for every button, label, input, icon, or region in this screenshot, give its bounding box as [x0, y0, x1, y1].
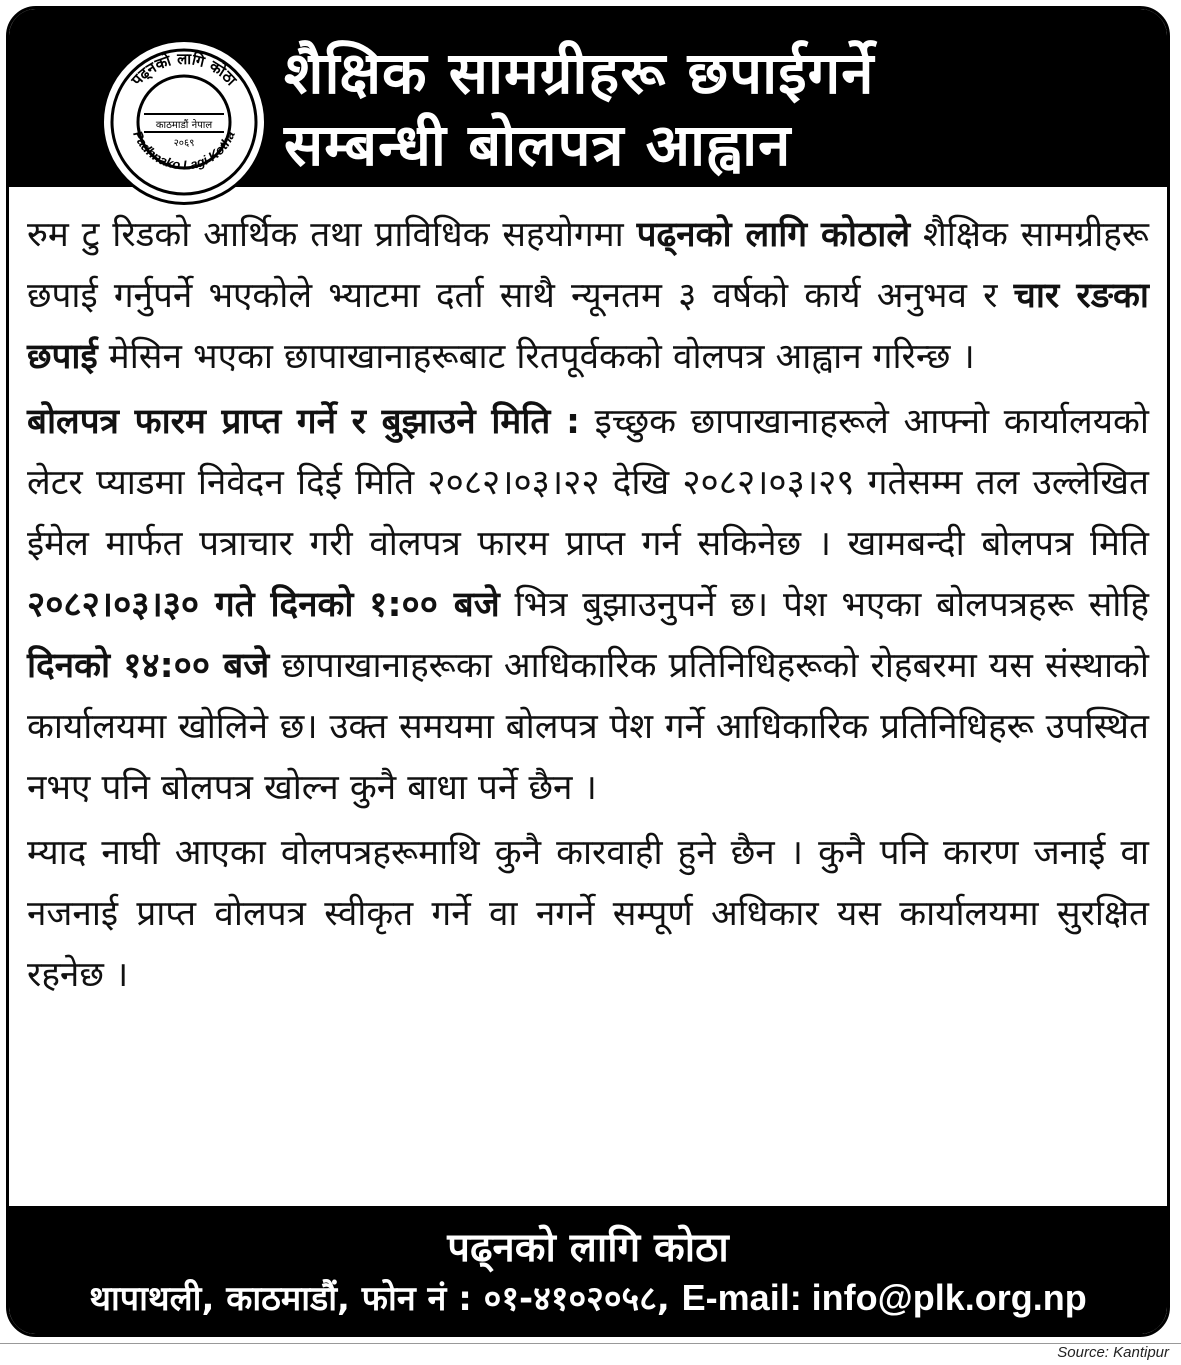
title-line-2: सम्बन्धी बोलपत्र आह्वान	[284, 111, 792, 179]
p1-org-name: पढ्नको लागि कोठाले	[636, 215, 911, 255]
p1-text-e: मेसिन भएका छापाखानाहरूबाट रितपूर्वकको वोलपत्र आह्वान गरिन्छ ।	[97, 337, 975, 377]
paragraph-dates	[27, 392, 1149, 819]
p2-text-d: भित्र बुझाउनुपर्ने छ। पेश भएका बोलपत्रहरू सोहि	[499, 585, 1149, 625]
bottom-rule	[0, 1343, 1181, 1344]
title-line-1: शैक्षिक सामग्रीहरू छपाईगर्ने	[284, 39, 875, 107]
p2-deadline: २०८२।०३।३० गते दिनको १:०० बजे	[27, 585, 500, 625]
paragraph-intro	[27, 205, 1149, 388]
footer-org-name: पढ्नको लागि कोठा	[447, 1225, 729, 1271]
notice-body	[27, 205, 1149, 1010]
p1-text-a: रुम टु रिडको आर्थिक तथा प्राविधिक सहयोगमा	[27, 215, 637, 255]
notice-frame	[6, 6, 1170, 1337]
svg-text:पढ्नको लागि कोठा	[127, 50, 241, 90]
paragraph-terms: म्याद नाघी आएका वोलपत्रहरूमाथि कुनै कारवाही हुने छैन । कुनै पनि कारण जनाई वा नजनाई प्राप्त वोलपत्र स्वीकृत गर्ने वा नगर्ने सम्पूर्ण अधिकार यस कार्यालयमा सुरक्षित रहनेछ ।	[27, 833, 1149, 995]
logo-top-text: पढ्नको लागि कोठा	[127, 49, 241, 90]
notice-footer	[9, 1206, 1167, 1334]
logo-seal-icon	[104, 42, 264, 202]
logo-inner-line1: काठमाडौं नेपाल	[155, 120, 213, 131]
organization-logo	[101, 39, 267, 205]
logo-inner-line2: २०६९	[173, 138, 195, 149]
p2-text-f: छापाखानाहरूका आधिकारिक प्रतिनिधिहरूको रोहबरमा यस संस्थाको कार्यालयमा खोलिने छ। उक्त समयमा बोलपत्र पेश गर्ने आधिकारिक प्रतिनिधिहरू उपस्थित नभए पनि बोलपत्र खोल्न कुनै बाधा पर्ने छैन ।	[27, 646, 1149, 808]
footer-email: E-mail: info@plk.org.np	[681, 1277, 1087, 1318]
source-credit: Source: Kantipur	[1057, 1344, 1169, 1361]
svg-text:Padhnako Lagi Kotha	[130, 129, 238, 173]
p1-four-color: चार रङका छपाई	[27, 276, 1149, 377]
p2-text-b: इच्छुक छापाखानाहरूले आफ्नो कार्यालयको लेटर प्याडमा निवेदन दिई मिति २०८२।०३।२२ देखि २०८२।०३।२९ गतेसम्म तल उल्लेखित ईमेल मार्फत पत्राचार गरी वोलपत्र फारम प्राप्त गर्न सकिनेछ । खामबन्दी बोलपत्र मिति	[27, 402, 1149, 564]
notice-header	[9, 9, 1167, 187]
logo-bottom-text: Padhnako Lagi Kotha	[130, 128, 238, 173]
footer-address-phone: थापाथली, काठमाडौं, फोन नं : ०१-४१०२०५८,	[89, 1279, 670, 1319]
notice-title	[284, 37, 1144, 181]
p2-opening-time: दिनको १४:०० बजे	[27, 646, 270, 686]
p2-heading: बोलपत्र फारम प्राप्त गर्ने र बुझाउने मिति :	[27, 402, 580, 442]
footer-contact	[9, 1274, 1167, 1320]
p1-text-c: शैक्षिक सामग्रीहरू छपाई गर्नुपर्ने भएकोले भ्याटमा दर्ता साथै न्यूनतम ३ वर्षको कार्य अनुभव र	[27, 215, 1149, 316]
